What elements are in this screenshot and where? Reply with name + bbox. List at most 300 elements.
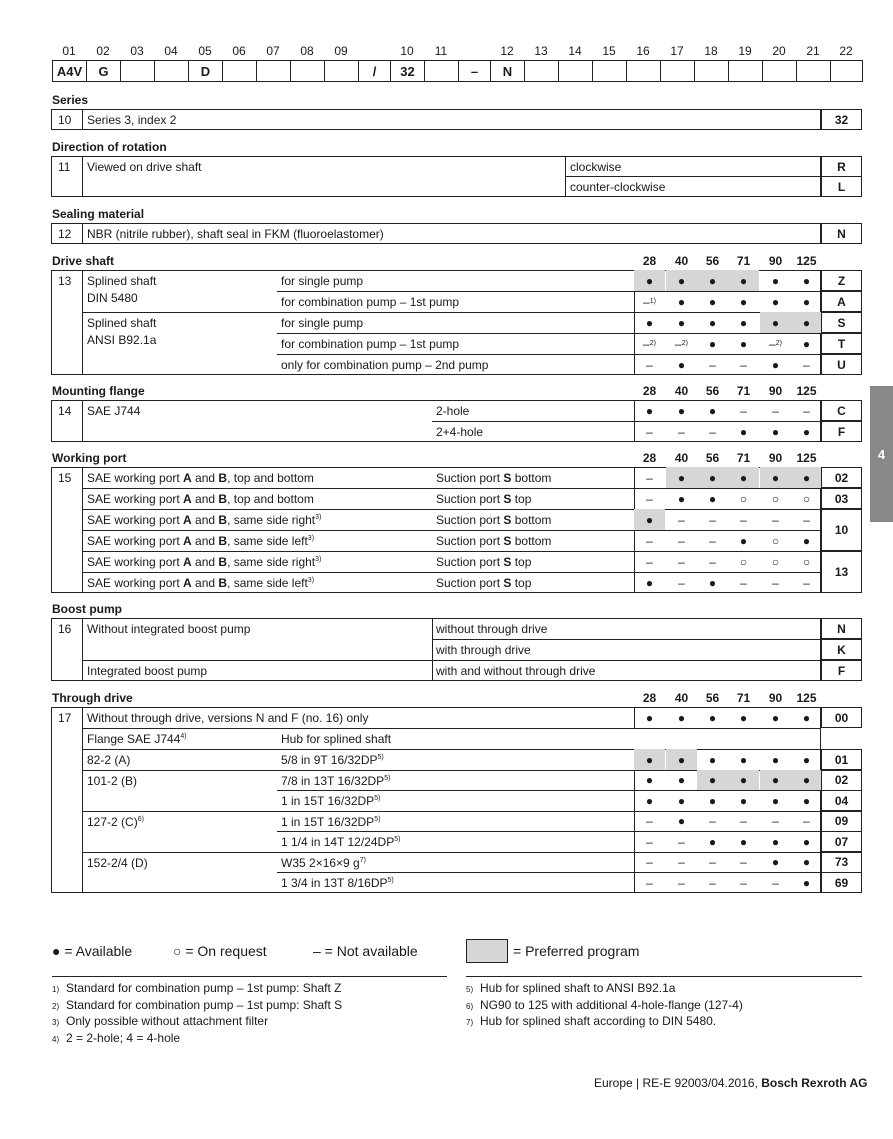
flange-code: F xyxy=(821,421,862,442)
availability-cell: – xyxy=(646,491,653,506)
footnote-ref: 3) xyxy=(315,514,322,521)
divider xyxy=(82,660,821,661)
availability-cell: ● xyxy=(708,575,717,590)
size-header: 56 xyxy=(705,691,720,705)
port-text: SAE working port xyxy=(87,513,184,527)
size-header: 71 xyxy=(736,254,751,268)
availability-cell: ● xyxy=(771,793,780,808)
position-number: 02 xyxy=(96,44,110,58)
flange-size-text: 152-2/4 (D) xyxy=(87,855,148,870)
legend-preferred: = Preferred program xyxy=(513,943,640,959)
availability-cell: – xyxy=(678,424,685,439)
port-text: SAE working port xyxy=(87,555,184,569)
availability-cell: ● xyxy=(677,793,686,808)
port-desc xyxy=(87,555,321,569)
position-number: 16 xyxy=(636,44,650,58)
footnote-number: 1) xyxy=(52,985,60,994)
hub-spec xyxy=(281,753,384,767)
availability-cell: ○ xyxy=(771,533,780,548)
shaft-code: Z xyxy=(821,270,862,291)
row-number: 10 xyxy=(58,113,72,127)
availability-cell: – xyxy=(709,357,716,372)
availability-cell: ● xyxy=(771,357,780,372)
shaft-option: for combination pump – 1st pump xyxy=(281,337,460,351)
page-footer xyxy=(594,1076,867,1090)
shaft-option: for single pump xyxy=(281,316,364,330)
port-text: , same side left xyxy=(227,576,308,590)
availability-cell: ● xyxy=(802,533,811,548)
boost-code: N xyxy=(821,618,862,639)
availability-cell: ● xyxy=(739,710,748,725)
availability-cell: ● xyxy=(802,336,811,351)
availability-cell: ● xyxy=(802,793,811,808)
availability-cell: ● xyxy=(697,270,728,291)
suction-desc xyxy=(436,492,531,506)
footnote-number: 3) xyxy=(52,1018,60,1027)
position-number: 09 xyxy=(334,44,348,58)
flange-size-text: 101-2 (B) xyxy=(87,773,138,788)
suction-desc xyxy=(436,471,551,485)
footnote-text: Standard for combination pump – 1st pump: Shaft S xyxy=(66,997,343,1012)
hub-spec xyxy=(281,815,380,829)
availability-cell: – xyxy=(678,855,685,869)
flange-size xyxy=(87,856,148,870)
port-text: and xyxy=(191,492,219,506)
divider xyxy=(82,270,83,375)
through-code: 04 xyxy=(821,790,862,811)
shaft-option: for single pump xyxy=(281,274,364,288)
section-title-drive-shaft: Drive shaft xyxy=(52,254,115,268)
availability-cell: ● xyxy=(791,770,822,791)
boost-type: Integrated boost pump xyxy=(87,664,208,678)
preferred-swatch xyxy=(466,939,508,963)
size-header: 125 xyxy=(796,384,817,398)
hub-spec xyxy=(281,835,400,849)
availability-cell: – xyxy=(803,512,810,527)
size-header: 28 xyxy=(642,254,657,268)
hub-spec-text: 1 in 15T 16/32DP xyxy=(281,794,375,808)
availability-cell: – xyxy=(646,357,653,372)
availability-cell: ● xyxy=(708,793,717,808)
availability-cell: ● xyxy=(739,294,748,309)
divider xyxy=(82,618,83,681)
row-number: 15 xyxy=(58,471,72,485)
position-number: 12 xyxy=(500,44,514,58)
availability-cell: – xyxy=(709,554,716,569)
footer-brand: Bosch Rexroth AG xyxy=(761,1076,868,1090)
not-available-mark: – xyxy=(675,336,682,351)
port-code: 10 xyxy=(821,509,862,551)
port-letter: B xyxy=(218,555,228,569)
availability-cell: – 1) xyxy=(643,294,656,309)
availability-cell: ● xyxy=(677,491,686,506)
availability-cell: ● xyxy=(728,467,759,488)
port-text: and xyxy=(191,555,219,569)
footnote-ref: 3) xyxy=(307,577,315,584)
availability-cell: ● xyxy=(728,270,759,291)
availability-cell: – xyxy=(646,470,653,485)
availability-cell: ● xyxy=(802,424,811,439)
port-text: and xyxy=(191,513,219,527)
footnote-number: 6) xyxy=(466,1001,474,1011)
availability-cell: – xyxy=(646,424,653,439)
availability-cell: ● xyxy=(760,467,791,488)
port-letter: A xyxy=(183,555,192,569)
code-cell xyxy=(660,60,695,82)
chapter-tab[interactable]: 4 xyxy=(870,386,893,522)
hub-spec-text: 7/8 in 13T 16/32DP xyxy=(281,773,385,788)
availability-cell: ● xyxy=(708,336,717,351)
availability-cell: ● xyxy=(728,770,759,791)
code-cell xyxy=(154,60,189,82)
port-text: top xyxy=(511,576,532,590)
code-cell xyxy=(324,60,359,82)
footnote-text: 2 = 2-hole; 4 = 4-hole xyxy=(66,1030,181,1045)
hub-spec xyxy=(281,774,390,788)
port-letter: B xyxy=(218,576,228,590)
hub-spec xyxy=(281,794,380,808)
port-code: 03 xyxy=(821,488,862,509)
availability-cell: – xyxy=(709,814,716,828)
section-title-through-drive: Through drive xyxy=(52,691,133,705)
availability-cell: – 2) xyxy=(769,336,782,351)
code-cell xyxy=(762,60,797,82)
boost-option: with and without through drive xyxy=(436,664,596,678)
hub-spec-text: 1 3/4 in 13T 8/16DP xyxy=(281,876,388,890)
code-cell: D xyxy=(188,60,223,82)
position-number: 21 xyxy=(806,44,820,58)
footnote-number: 5) xyxy=(466,985,474,994)
availability-cell: ● xyxy=(708,710,717,725)
port-desc xyxy=(87,513,321,527)
port-letter: B xyxy=(218,513,228,527)
code-cell xyxy=(120,60,155,82)
port-text: Suction port xyxy=(436,471,504,485)
rotation-code: R xyxy=(821,156,862,177)
rotation-desc: Viewed on drive shaft xyxy=(87,160,202,174)
availability-cell: ● xyxy=(739,834,748,849)
boost-option: without through drive xyxy=(436,622,548,636)
code-cell: N xyxy=(490,60,525,82)
row-number: 12 xyxy=(58,227,72,241)
port-text: Suction port xyxy=(436,534,504,548)
shaft-code: T xyxy=(821,333,862,354)
port-text: , same side right xyxy=(227,555,316,569)
availability-cell: ● xyxy=(645,403,654,418)
code-cell xyxy=(524,60,559,82)
port-text: and xyxy=(191,576,219,590)
legend-on-request: ○ = On request xyxy=(173,943,267,959)
availability-cell: ● xyxy=(677,773,686,787)
code-cell xyxy=(796,60,831,82)
section-title-boost: Boost pump xyxy=(52,602,122,616)
size-header: 56 xyxy=(705,254,720,268)
through-code: 09 xyxy=(821,811,862,832)
availability-cell: ● xyxy=(802,710,811,725)
divider xyxy=(52,976,447,977)
footnote xyxy=(52,998,342,1012)
availability-cell: ● xyxy=(771,294,780,309)
position-number: 07 xyxy=(266,44,280,58)
footnote-ref: 5) xyxy=(387,877,394,884)
sealing-code: N xyxy=(821,223,862,244)
port-text: SAE working port xyxy=(87,576,184,590)
not-available-mark: – xyxy=(643,294,650,309)
section-title-series: Series xyxy=(52,93,89,107)
availability-cell: ● xyxy=(634,509,665,530)
suction-desc xyxy=(436,555,531,569)
divider xyxy=(82,707,83,893)
position-number: 05 xyxy=(198,44,212,58)
code-cell xyxy=(592,60,627,82)
availability-cell: ● xyxy=(739,424,748,439)
flange-header xyxy=(87,732,187,746)
footer-doc-ref: Europe | RE-E 92003/04.2016, xyxy=(594,1076,762,1090)
series-code: 32 xyxy=(821,109,862,130)
availability-cell: ● xyxy=(771,855,780,869)
availability-cell: ● xyxy=(739,315,748,330)
availability-cell: ● xyxy=(739,752,748,767)
suction-desc xyxy=(436,513,551,527)
availability-cell: – xyxy=(709,512,716,527)
code-cell: 32 xyxy=(390,60,425,82)
availability-cell: – xyxy=(740,855,747,869)
divider xyxy=(82,109,83,130)
availability-cell: ● xyxy=(802,855,811,869)
code-cell: A4V xyxy=(52,60,87,82)
footnote-ref: 4) xyxy=(180,733,187,740)
availability-cell: – xyxy=(740,575,747,590)
hub-header: Hub for splined shaft xyxy=(281,732,392,746)
availability-cell: ● xyxy=(739,533,748,548)
availability-cell: – xyxy=(709,875,716,890)
size-header: 40 xyxy=(674,254,689,268)
flange-header-text: Flange SAE J744 xyxy=(87,732,181,746)
port-text: SAE working port xyxy=(87,534,184,548)
position-number: 20 xyxy=(772,44,786,58)
availability-cell: – xyxy=(678,512,685,527)
availability-cell: – xyxy=(678,554,685,569)
availability-cell: ● xyxy=(739,793,748,808)
flange-option: 2-hole xyxy=(436,404,470,418)
section-title-mounting: Mounting flange xyxy=(52,384,145,398)
boost-option: with through drive xyxy=(436,643,531,657)
hub-spec xyxy=(281,856,366,870)
port-letter: S xyxy=(503,513,512,527)
availability-cell: – xyxy=(740,403,747,418)
availability-cell: ● xyxy=(771,834,780,849)
port-desc xyxy=(87,576,314,590)
availability-cell: ● xyxy=(771,710,780,725)
availability-cell: ● xyxy=(666,749,697,770)
rotation-option: counter-clockwise xyxy=(570,180,666,194)
size-header: 71 xyxy=(736,451,751,465)
rotation-code: L xyxy=(821,176,862,197)
port-letter: S xyxy=(503,492,512,506)
availability-cell: – xyxy=(772,403,779,418)
footnote-text: NG90 to 125 with additional 4-hole-flange (127-4) xyxy=(480,997,743,1012)
port-letter: S xyxy=(503,555,512,569)
port-desc xyxy=(87,471,314,485)
size-header: 90 xyxy=(768,254,783,268)
availability-cell: – xyxy=(646,834,653,849)
code-cell xyxy=(290,60,325,82)
port-letter: A xyxy=(183,513,192,527)
section-title-sealing: Sealing material xyxy=(52,207,145,221)
code-cell: G xyxy=(86,60,121,82)
port-letter: S xyxy=(503,471,512,485)
size-header: 28 xyxy=(642,691,657,705)
availability-cell: ● xyxy=(677,403,686,418)
footnote-ref: 5) xyxy=(377,754,384,761)
size-header: 90 xyxy=(768,384,783,398)
divider xyxy=(466,976,862,977)
port-letter: S xyxy=(503,576,512,590)
port-letter: S xyxy=(503,534,512,548)
boost-type: Without integrated boost pump xyxy=(87,622,251,636)
availability-cell: – xyxy=(709,424,716,439)
availability-cell: – xyxy=(740,875,747,890)
row-number: 14 xyxy=(58,404,72,418)
availability-cell: ○ xyxy=(771,554,780,569)
size-header: 28 xyxy=(642,384,657,398)
through-code: 01 xyxy=(821,749,862,770)
shaft-option: only for combination pump – 2nd pump xyxy=(281,358,489,372)
size-header: 40 xyxy=(674,384,689,398)
availability-cell: – xyxy=(772,875,779,890)
footnote-ref: 3) xyxy=(307,535,315,542)
port-text: bottom xyxy=(511,534,552,548)
port-text: SAE working port xyxy=(87,492,184,506)
availability-cell: ● xyxy=(708,315,717,330)
port-text: SAE working port xyxy=(87,471,184,485)
availability-cell: – xyxy=(646,554,653,569)
row-number: 17 xyxy=(58,711,72,725)
divider xyxy=(82,728,821,729)
availability-cell: – xyxy=(709,855,716,869)
code-cell xyxy=(256,60,291,82)
mounting-desc: SAE J744 xyxy=(87,404,141,418)
availability-cell: ● xyxy=(802,294,811,309)
divider xyxy=(82,400,83,442)
footnote xyxy=(466,981,675,995)
availability-cell: ● xyxy=(791,312,822,333)
shaft-code: U xyxy=(821,354,862,375)
size-header: 71 xyxy=(736,691,751,705)
size-header: 90 xyxy=(768,691,783,705)
footnote xyxy=(52,1031,180,1045)
availability-cell: ● xyxy=(697,770,728,791)
availability-cell: – xyxy=(740,512,747,527)
footnote-ref: 3) xyxy=(315,556,322,563)
availability-cell: – xyxy=(646,855,653,869)
availability-cell: ● xyxy=(771,752,780,767)
port-text: and xyxy=(191,471,219,485)
availability-cell: – xyxy=(772,512,779,527)
availability-cell: – xyxy=(678,533,685,548)
availability-cell: – xyxy=(646,533,653,548)
availability-cell: ● xyxy=(645,773,654,787)
availability-cell: – xyxy=(646,814,653,828)
code-cell xyxy=(424,60,459,82)
legend-not-available: – = Not available xyxy=(313,943,418,959)
port-text: Suction port xyxy=(436,576,504,590)
hub-spec-text: 1 1/4 in 14T 12/24DP xyxy=(281,835,395,849)
sealing-desc: NBR (nitrile rubber), shaft seal in FKM (fluoroelastomer) xyxy=(87,227,384,241)
availability-cell: ● xyxy=(677,315,686,330)
flange-size xyxy=(87,774,137,788)
suction-desc xyxy=(436,534,551,548)
availability-cell: ○ xyxy=(739,491,748,506)
position-number: 22 xyxy=(839,44,853,58)
port-letter: B xyxy=(218,471,228,485)
port-desc xyxy=(87,534,314,548)
position-number: 10 xyxy=(400,44,414,58)
boost-code: F xyxy=(821,660,862,681)
shaft-name: Splined shaft xyxy=(87,274,157,288)
availability-cell: – xyxy=(678,834,685,849)
shaft-code: S xyxy=(821,312,862,333)
port-text: top xyxy=(511,555,532,569)
code-cell: – xyxy=(458,60,491,82)
boost-code: K xyxy=(821,639,862,660)
flange-size xyxy=(87,815,144,829)
code-cell: / xyxy=(358,60,391,82)
footnote-text: Hub for splined shaft according to DIN 5480. xyxy=(480,1014,717,1028)
port-letter: A xyxy=(183,576,192,590)
position-number: 08 xyxy=(300,44,314,58)
flange-option: 2+4-hole xyxy=(436,425,484,439)
shaft-standard: ANSI B92.1a xyxy=(87,333,157,347)
port-text: , top and bottom xyxy=(227,492,314,506)
size-header: 28 xyxy=(642,451,657,465)
availability-cell: ● xyxy=(666,270,697,291)
position-number: 19 xyxy=(738,44,752,58)
footnote-ref: 5) xyxy=(394,836,401,843)
row-number: 16 xyxy=(58,622,72,636)
port-code: 13 xyxy=(821,551,862,593)
port-letter: A xyxy=(183,534,192,548)
position-number: 15 xyxy=(602,44,616,58)
port-code: 02 xyxy=(821,467,862,488)
position-number: 03 xyxy=(130,44,144,58)
availability-cell: ● xyxy=(634,749,665,770)
availability-cell: ● xyxy=(771,273,780,288)
availability-cell: ● xyxy=(739,336,748,351)
position-number: 06 xyxy=(232,44,246,58)
divider xyxy=(432,618,433,681)
availability-cell: – xyxy=(803,357,810,372)
not-available-mark: – xyxy=(643,336,650,351)
position-number: 17 xyxy=(670,44,684,58)
row-number: 11 xyxy=(58,160,71,174)
availability-cell: – xyxy=(709,533,716,548)
footnote-ref: 5) xyxy=(374,815,381,823)
availability-cell: ● xyxy=(697,467,728,488)
port-letter: A xyxy=(183,492,192,506)
divider xyxy=(565,176,821,177)
footnote-ref: 5) xyxy=(374,795,381,802)
through-code: 73 xyxy=(821,852,862,873)
port-text: , top and bottom xyxy=(227,471,314,485)
availability-cell: ● xyxy=(634,270,665,291)
through-first-desc: Without through drive, versions N and F (no. 16) only xyxy=(87,711,369,725)
through-code: 69 xyxy=(821,872,862,893)
port-letter: B xyxy=(218,492,228,506)
row-number: 13 xyxy=(58,274,72,288)
footnote-number: 4) xyxy=(52,1034,60,1044)
footnote xyxy=(52,981,341,995)
